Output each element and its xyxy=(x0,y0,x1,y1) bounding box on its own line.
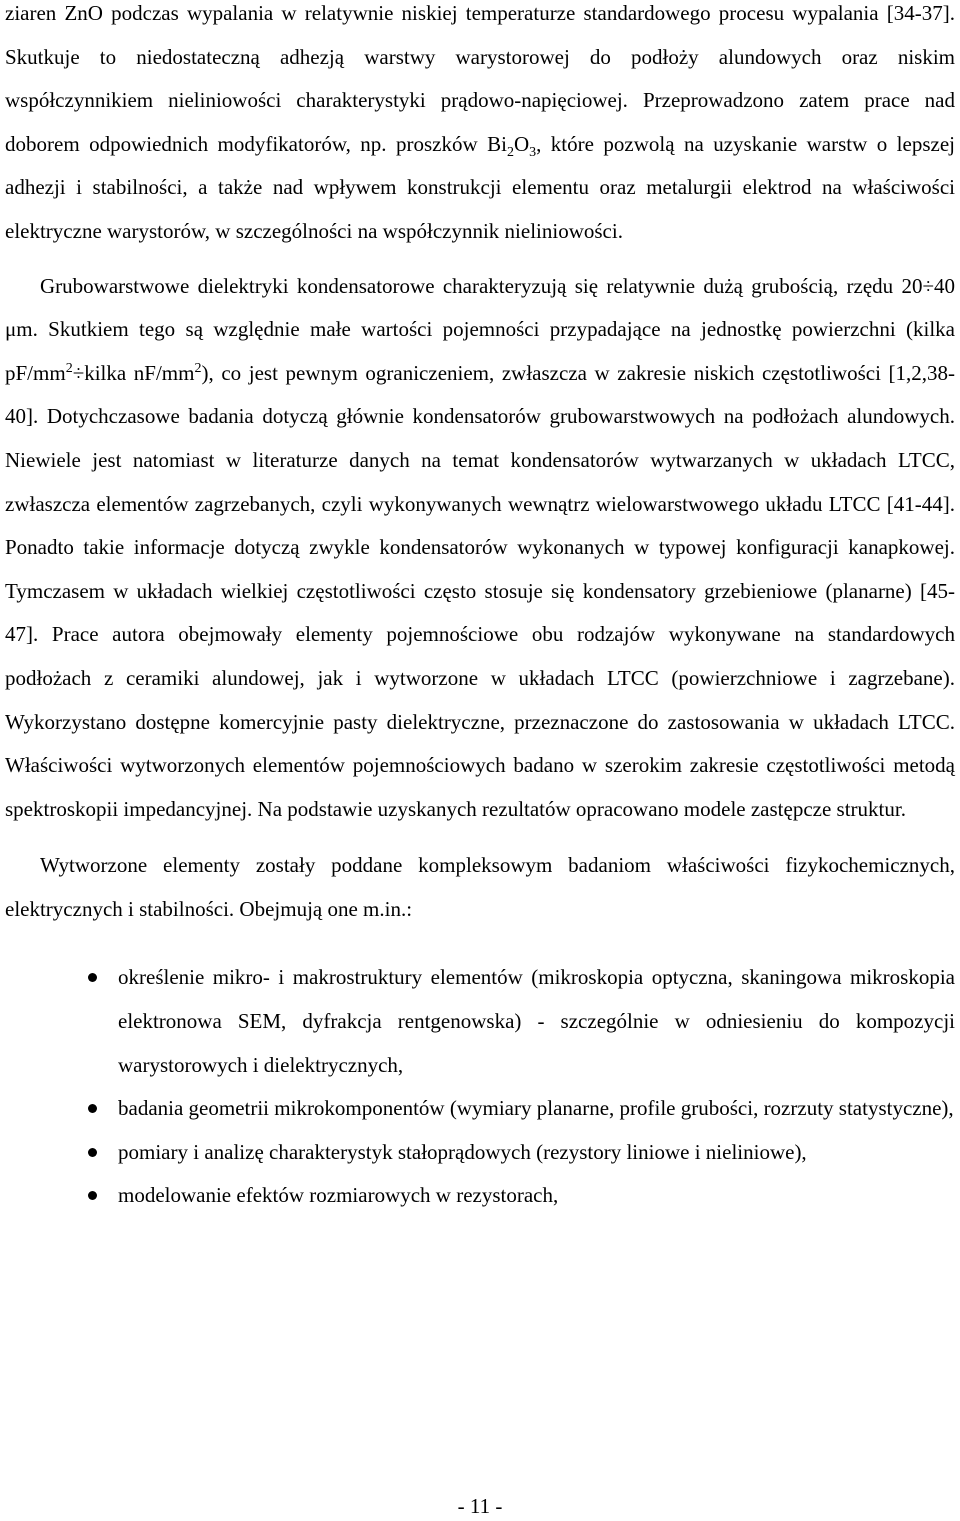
list-item xyxy=(5,956,955,1087)
paragraph-2 xyxy=(5,265,955,832)
bullet-dot-icon xyxy=(88,1191,97,1200)
superscript-mm2-a: 2 xyxy=(65,360,73,376)
page-number: - 11 - xyxy=(457,1494,503,1518)
paragraph-2-text-b: ÷kilka nF/mm xyxy=(72,360,195,385)
list-item xyxy=(5,1174,955,1218)
bullet-dot-icon xyxy=(88,1148,97,1157)
list-item-text: modelowanie efektów rozmiarowych w rezystorach, xyxy=(118,1183,559,1208)
list-item-text: badania geometrii mikrokomponentów (wymiary planarne, profile grubości, rozrzuty statystyczne), xyxy=(118,1096,954,1121)
research-scope-list xyxy=(5,956,955,1218)
bullet-dot-icon xyxy=(88,973,97,982)
subscript-bi-2: 2 xyxy=(506,144,514,160)
superscript-mm2-b: 2 xyxy=(194,360,202,376)
paragraph-3: Wytworzone elementy zostały poddane kompleksowym badaniom właściwości fizykochemicznych, elektrycznych i stabilności. Obejmują one m.in.: xyxy=(5,853,955,921)
subscript-o-3: 3 xyxy=(529,144,537,160)
paragraph-1-text-c: , które pozwolą na uzyskanie warstw o lepszej adhezji i stabilności, a także nad wpływem konstrukcji elementu oraz metalurgii elektrod na właściwości elektryczne warystorów, w szczególności na współczynnik nieliniowości. xyxy=(5,131,955,243)
list-item xyxy=(5,1131,955,1175)
bullet-dot-icon xyxy=(88,1104,97,1113)
list-item-text: pomiary i analizę charakterystyk stałoprądowych (rezystory liniowe i nieliniowe), xyxy=(118,1139,807,1164)
paragraph-2-text-a: Grubowarstwowe dielektryki kondensatorowe charakteryzują się relatywnie dużą grubością, rzędu 20÷40 μm. Skutkiem tego są względnie małe wartości pojemności przypadające na jednostkę powierzchni (kilka pF/mm xyxy=(5,273,955,385)
paragraph-1 xyxy=(5,0,955,254)
paragraph-1-text-b: O xyxy=(513,131,530,156)
list-item xyxy=(5,1087,955,1131)
paragraph-1-text-a: ziaren ZnO podczas wypalania w relatywnie niskiej temperaturze standardowego procesu wypalania [34-37]. Skutkuje to niedostateczną adhezją warstwy warystorowej do podłoży alundowych oraz niskim współczynnikiem nieliniowości charakterystyki prądowo-napięciowej. Przeprowadzono zatem prace nad doborem odpowiednich modyfikatorów, np. proszków Bi xyxy=(5,1,955,156)
list-item-text: określenie mikro- i makrostruktury elementów (mikroskopia optyczna, skaningowa mikroskopia elektronowa SEM, dyfrakcja rentgenowska) - szczególnie w odniesieniu do kompozycji warystorowych i dielektrycznych, xyxy=(118,965,955,1077)
document-page xyxy=(5,0,955,1218)
paragraph-2-text-c: ), co jest pewnym ograniczeniem, zwłaszcza w zakresie niskich częstotliwości [1,2,38-40]. Dotychczasowe badania dotyczą głównie kondensatorów grubowarstwowych na podłożach alundowych. Niewiele jest natomiast w literaturze danych na temat kondensatorów wytwarzanych w układach LTCC, zwłaszcza elementów zagrzebanych, czyli wykonywanych wewnątrz wielowarstwowego układu LTCC [41-44]. Ponadto takie informacje dotyczą zwykle kondensatorów wykonanych w typowej konfiguracji kanapkowej. Tymczasem w układach wielkiej częstotliwości często stosuje się kondensatory grzebieniowe (planarne) [45-47]. Prace autora obejmowały elementy pojemnościowe obu rodzajów wykonywane na standardowych podłożach z ceramiki alundowej, jak i wytworzone w układach LTCC (powierzchniowe i zagrzebane). Wykorzystano dostępne komercyjnie pasty dielektryczne, przeznaczone do zastosowania w układach LTCC. Właściwości wytworzonych elementów pojemnościowych badano w szerokim zakresie częstotliwości metodą spektroskopii impedancyjnej. Na podstawie uzyskanych rezultatów opracowano modele zastępcze struktur. xyxy=(5,360,955,821)
